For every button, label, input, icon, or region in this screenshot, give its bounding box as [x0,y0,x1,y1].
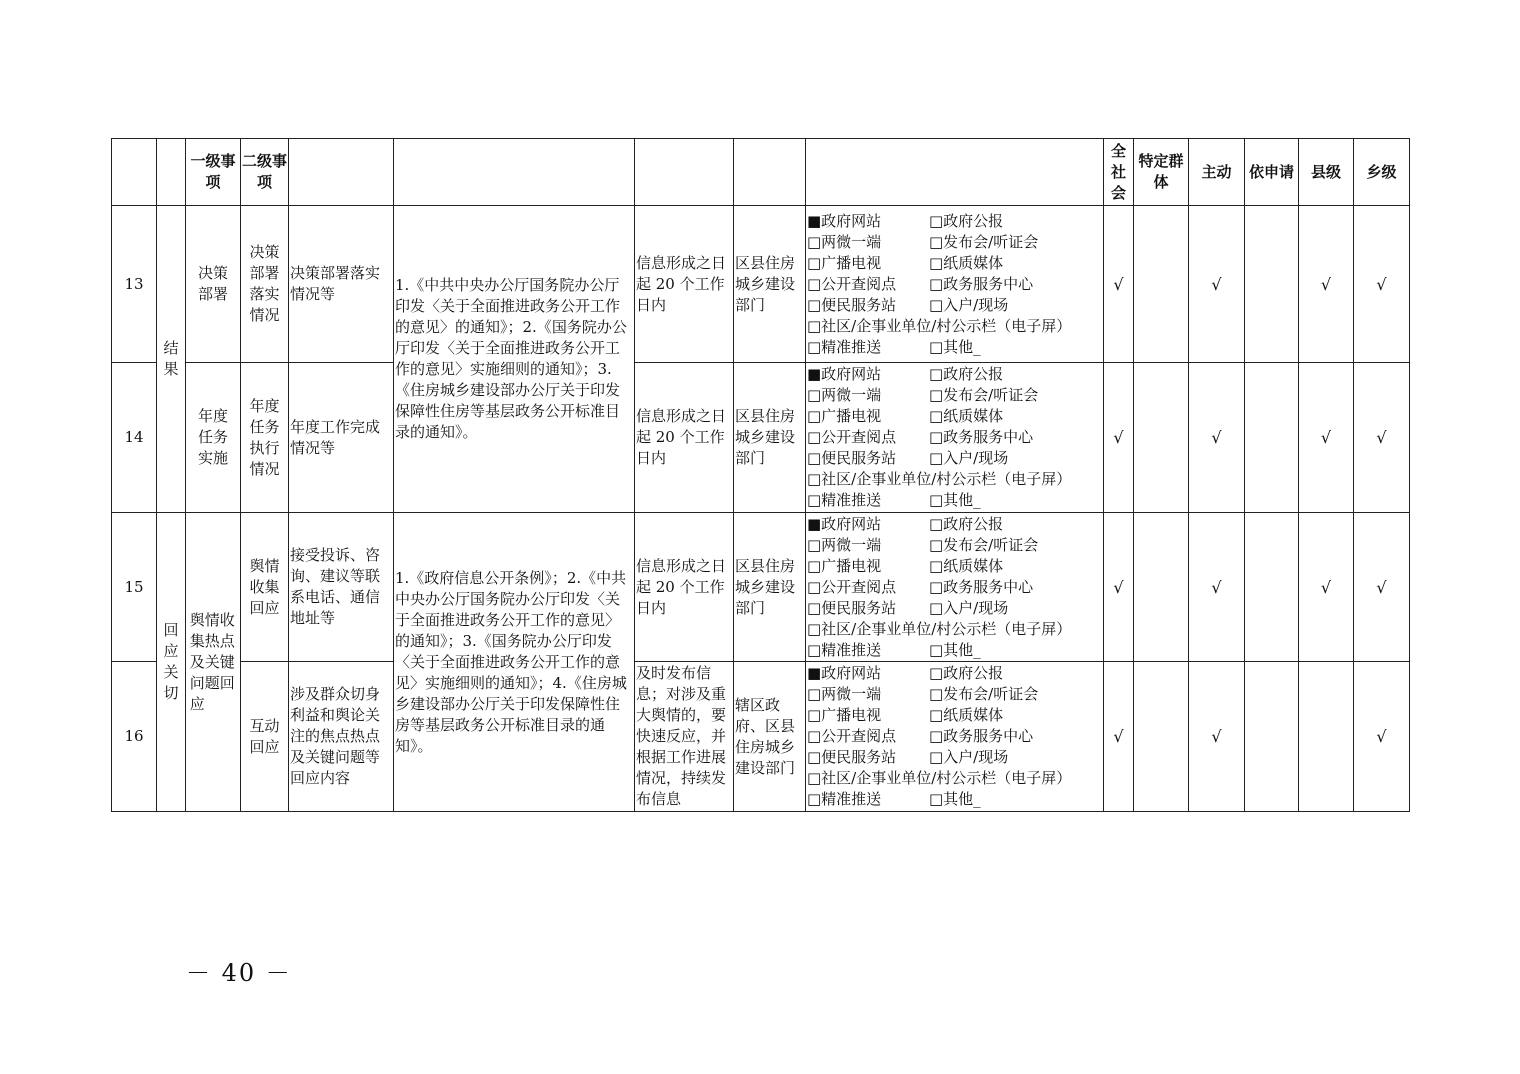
disclosure-content: 决策部署落实情况等 [289,206,394,363]
channel-option: □便民服务站 [807,295,897,314]
channel-option-row [807,490,1102,511]
mark-township: √ [1354,363,1410,513]
channel-option: □发布会/听证会 [929,232,1039,251]
mark-specific-group [1134,513,1189,662]
disclosure-basis: 1.《政府信息公开条例》；2.《中共中央办公厅国务院办公厅印发〈关于全面推进政务公开工作的意见〉的通知》；3.《国务院办公厅印发〈关于全面推进政务公开工作的意见〉实施细则的通知》；4.《住房城乡建设部办公厅关于印发保障性住房等基层政务公开标准目录的通知》。 [394,513,635,812]
mark-county: √ [1299,363,1354,513]
channel-option: □社区/企事业单位/村公示栏（电子屏） [807,470,1072,488]
header-basis [394,139,635,206]
channel-option: □入户/现场 [929,598,1009,617]
second-level-item: 年度任务执行情况 [241,363,289,513]
mark-specific-group [1134,206,1189,363]
mark-township: √ [1354,206,1410,363]
row-number: 15 [112,513,157,662]
channel-option: □广播电视 [807,556,882,575]
table-row [112,513,1410,662]
mark-on-request [1245,662,1299,812]
mark-active: √ [1189,513,1245,662]
channel-option: □政务服务中心 [929,577,1034,596]
channel-option-row [807,789,1102,810]
channel-option: □精准推送 [807,640,882,659]
header-row [112,139,1410,206]
channels-list [806,206,1104,363]
mark-specific-group [1134,363,1189,513]
channel-option-row [807,253,1102,274]
channel-option-row [807,663,1102,684]
disclosure-subject: 区县住房城乡建设部门 [734,206,806,363]
channel-option: □广播电视 [807,706,882,724]
header-content [289,139,394,206]
channel-option-row [807,469,1102,490]
disclosure-content: 涉及群众切身利益和舆论关注的焦点热点及关键问题等回应内容 [289,662,394,812]
table-row [112,662,1410,812]
channel-option: □政府公报 [929,365,1004,383]
channel-option: □其他_ [929,790,981,808]
row-number: 14 [112,363,157,513]
header-first-level: 一级事项 [186,139,241,206]
channel-option: □纸质媒体 [929,706,1004,724]
channel-option-row [807,448,1102,469]
channel-option-row [807,640,1102,661]
channel-option-row [807,316,1102,337]
mark-township: √ [1354,662,1410,812]
header-group [157,139,186,206]
disclosure-content: 年度工作完成情况等 [289,363,394,513]
channel-option: □政府公报 [929,211,1004,230]
header-second-level: 二级事项 [241,139,289,206]
row-number: 13 [112,206,157,363]
second-level-item: 决策部署落实情况 [241,206,289,363]
header-on-request: 依申请 [1245,139,1299,206]
channel-option: □社区/企事业单位/村公示栏（电子屏） [807,769,1072,787]
second-level-item: 互动回应 [241,662,289,812]
disclosure-standard-table [111,138,1410,812]
header-time-limit [635,139,734,206]
channel-option: □政务服务中心 [929,727,1034,745]
header-township: 乡级 [1354,139,1410,206]
channel-option: □两微一端 [807,685,882,703]
channel-option: ■政府网站 [807,514,882,533]
channel-option: □广播电视 [807,253,882,272]
disclosure-content: 接受投诉、咨询、建议等联系电话、通信地址等 [289,513,394,662]
channel-option: □社区/企事业单位/村公示栏（电子屏） [807,316,1072,335]
channel-option: □其他_ [929,640,981,659]
mark-whole-society: √ [1104,363,1134,513]
channel-option-row [807,684,1102,705]
channel-option: □公开查阅点 [807,727,897,745]
channel-option: □两微一端 [807,535,882,554]
page-number: － 40 － [186,959,292,987]
channel-option: □入户/现场 [929,748,1009,766]
channel-option-row [807,619,1102,640]
channel-option: □社区/企事业单位/村公示栏（电子屏） [807,619,1072,638]
channel-option: □发布会/听证会 [929,535,1039,554]
row-number: 16 [112,662,157,812]
channel-option-row [807,337,1102,358]
first-level-item: 年度任务实施 [186,363,241,513]
channel-option: □公开查阅点 [807,274,897,293]
channel-option-row [807,406,1102,427]
table-row [112,363,1410,513]
channels-list [806,363,1104,513]
channel-option: ■政府网站 [807,365,882,383]
channel-option-row [807,535,1102,556]
channel-option: □便民服务站 [807,598,897,617]
channel-option: □纸质媒体 [929,253,1004,272]
mark-county [1299,662,1354,812]
channel-option: □精准推送 [807,337,882,356]
first-level-item: 舆情收集热点及关键问题回应 [186,513,241,812]
channel-option: □便民服务站 [807,449,897,467]
channel-option: ■政府网站 [807,664,882,682]
channel-option-row [807,295,1102,316]
channel-option-row [807,556,1102,577]
channel-option-row [807,598,1102,619]
channel-option: □纸质媒体 [929,556,1004,575]
mark-whole-society: √ [1104,513,1134,662]
mark-county: √ [1299,206,1354,363]
disclosure-subject: 区县住房城乡建设部门 [734,363,806,513]
header-specific-group: 特定群体 [1134,139,1189,206]
channel-option-row [807,726,1102,747]
mark-active: √ [1189,363,1245,513]
mark-whole-society: √ [1104,662,1134,812]
group-label: 结果 [163,339,179,378]
channel-option: □政府公报 [929,664,1004,682]
channel-option: □精准推送 [807,790,882,808]
mark-whole-society: √ [1104,206,1134,363]
channel-option-row [807,577,1102,598]
header-county: 县级 [1299,139,1354,206]
time-limit: 及时发布信息；对涉及重大舆情的，要快速反应，并根据工作进展情况，持续发布信息 [635,662,734,812]
group-result-cell [157,206,186,513]
header-no [112,139,157,206]
channel-option: □政府公报 [929,514,1004,533]
mark-county: √ [1299,513,1354,662]
channel-option: □政务服务中心 [929,274,1034,293]
channel-option: □入户/现场 [929,449,1009,467]
mark-township: √ [1354,513,1410,662]
channel-option: □政务服务中心 [929,428,1034,446]
channel-option-row [807,385,1102,406]
header-subject [734,139,806,206]
header-active: 主动 [1189,139,1245,206]
channels-list [806,513,1104,662]
channel-option: □公开查阅点 [807,428,897,446]
disclosure-subject: 区县住房城乡建设部门 [734,513,806,662]
channel-option-row [807,514,1102,535]
channel-option-row [807,427,1102,448]
channel-option: □精准推送 [807,491,882,509]
channel-option-row [807,364,1102,385]
channel-option: ■政府网站 [807,211,882,230]
mark-active: √ [1189,662,1245,812]
channel-option: □其他_ [929,337,981,356]
channel-option-row [807,211,1102,232]
second-level-item: 舆情收集回应 [241,513,289,662]
disclosure-subject: 辖区政府、区县住房城乡建设部门 [734,662,806,812]
header-channels [806,139,1104,206]
channel-option: □公开查阅点 [807,577,897,596]
mark-active: √ [1189,206,1245,363]
group-label: 回应关切 [163,621,179,702]
channel-option-row [807,274,1102,295]
first-level-item: 决策部署 [186,206,241,363]
table-row [112,206,1410,363]
channel-option: □便民服务站 [807,748,897,766]
mark-on-request [1245,513,1299,662]
channel-option: □纸质媒体 [929,407,1004,425]
channel-option: □入户/现场 [929,295,1009,314]
channel-option-row [807,705,1102,726]
mark-on-request [1245,363,1299,513]
channel-option: □发布会/听证会 [929,685,1039,703]
channel-option-row [807,768,1102,789]
disclosure-basis: 1.《中共中央办公厅国务院办公厅印发〈关于全面推进政务公开工作的意见〉的通知》；2.《国务院办公厅印发〈关于全面推进政务公开工作的意见〉实施细则的通知》；3.《住房城乡建设部办公厅关于印发保障性住房等基层政务公开标准目录的通知》。 [394,206,635,513]
channel-option: □其他_ [929,491,981,509]
time-limit: 信息形成之日起 20 个工作日内 [635,363,734,513]
channel-option-row [807,747,1102,768]
channel-option-row [807,232,1102,253]
mark-on-request [1245,206,1299,363]
time-limit: 信息形成之日起 20 个工作日内 [635,513,734,662]
header-whole-society: 全社会 [1104,139,1134,206]
mark-specific-group [1134,662,1189,812]
channel-option: □广播电视 [807,407,882,425]
group-response-cell [157,513,186,812]
channel-option: □发布会/听证会 [929,386,1039,404]
time-limit: 信息形成之日起 20 个工作日内 [635,206,734,363]
channels-list [806,662,1104,812]
channel-option: □两微一端 [807,232,882,251]
channel-option: □两微一端 [807,386,882,404]
